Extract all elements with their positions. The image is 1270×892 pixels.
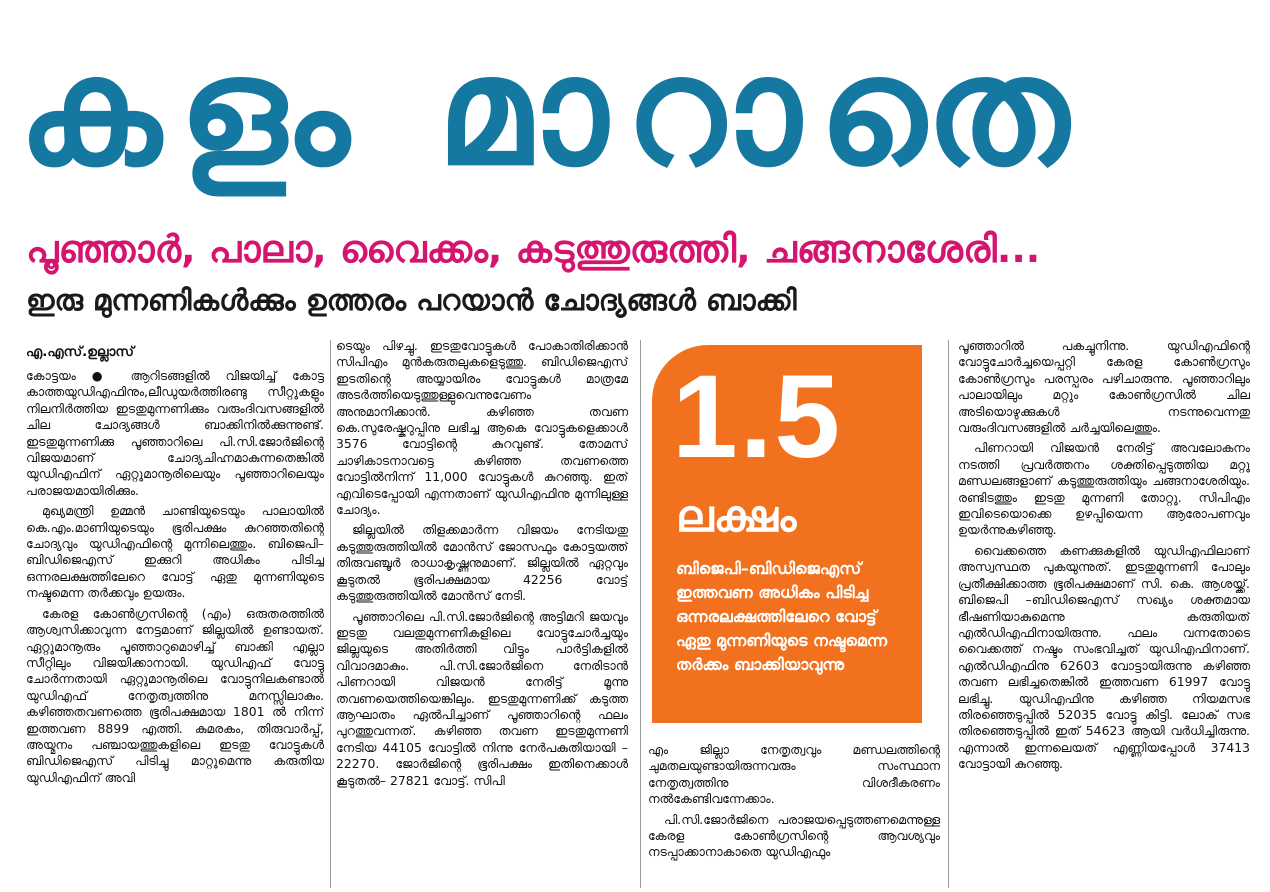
paragraph: പൂഞ്ഞാറിലെ പി.സി.ജോർജിന്റെ അട്ടിമറി ജയവും ഇടതു വലതുമുന്നണികളിലെ വോട്ടുചോർച്ചയും ജില്ലയുടെ അതിർത്തി വിട്ടും പാർട്ടികളിൽ വിവാദമാകും. പി.സി.ജോർജിനെ നേരിടാൻ പിണറായി വിജയൻ നേരിട്ട് മൂന്നു തവണയെത്തിയെങ്കിലും. ഇടതുമുന്നണിക്ക് കടുത്ത ആഘാതം ഏൽപിച്ചാണ് പൂഞ്ഞാറിന്റെ ഫലം പുറത്തുവന്നത്. കഴിഞ്ഞ തവണ ഇടതുമുന്നണി നേടിയ 44105 വോട്ടിൽ നിന്നു നേർപകുതിയായി – 22270. ജോർജിന്റെ ഭൂരിപക്ഷം ഇതിനെക്കാൾ കൂടുതൽ– 27821 വോട്ട്. സിപി (336, 608, 628, 788)
paragraph: എം ജില്ലാ നേതൃത്വവും മണ്ഡലത്തിന്റെ ചുമതലയുണ്ടായിരുന്നവരും സംസ്ഥാന നേതൃത്വത്തിനു വിശദീകരണം നൽകേണ്ടിവന്നേക്കാം. (648, 742, 940, 807)
column-divider (948, 340, 949, 888)
highlight-box (652, 345, 922, 723)
highlight-text: ബിജെപി–ബിഡിജെഎസ് ഇത്തവണ അധികം പിടിച്ച ഒന്നരലക്ഷത്തിലേറെ വോട്ട് ഏതു മുന്നണിയുടെ നഷ്ടമെന്ന തർക്കം ബാക്കിയാവുന്നു (676, 559, 888, 674)
headline: കളം മാറാതെ (18, 25, 1087, 199)
highlight-number: 1.5 (672, 351, 843, 483)
paragraph: ജില്ലയിൽ തിളക്കമാർന്ന വിജയം നേടിയതു കടുത്തുരുത്തിയിൽ മോൻസ് ജോസഫും കോട്ടയത്ത് തിരുവഞ്ചൂർ രാധാകൃഷ്ണനുമാണ്. ജില്ലയിൽ ഏറ്റവും കൂടുതൽ ഭൂരിപക്ഷമായ 42256 വോട്ട് കടുത്തുരുത്തിയിൽ മോൻസ് നേടി. (336, 522, 628, 604)
column-divider (640, 340, 641, 888)
article-column-2 (336, 338, 628, 890)
paragraph: പിണറായി വിജയൻ നേരിട്ട് അവലോകനം നടത്തി പ്രവർത്തനം ശക്തിപ്പെടുത്തിയ മറ്റു മണ്ഡലങ്ങളാണ് കടുത്തുരുത്തിയും ചങ്ങനാശേരിയും. രണ്ടിടത്തും ഇടതു മുന്നണി തോറ്റു. സിപിഎം ഇവിടെയൊക്കെ ഉഴപ്പിയെന്ന ആരോപണവും ഉയർന്നുകഴിഞ്ഞു. (958, 440, 1250, 538)
article-column-3 (648, 742, 940, 890)
paragraph: വൈക്കത്തെ കണക്കുകളിൽ യുഡിഎഫിലാണ് അസ്വസ്ഥത പുകയുന്നുത്. ഇടതുമുന്നണി പോലും പ്രതീക്ഷിക്കാത്ത ഭൂരിപക്ഷമാണ് സി. കെ. ആശയ്ക്ക്. ബിജെപി –ബിഡിജെഎസ് സഖ്യം ശക്തമായ ഭീഷണിയാകുമെന്നു കരുതിയത് എൽഡിഎഫിനായിരുന്നു. ഫലം വന്നതോടെ വൈക്കത്ത് നഷ്ടം സംഭവിച്ചത് യുഡിഎഫിനാണ്. എൽഡിഎഫിനു 62603 വോട്ടായിരുന്നു കഴിഞ്ഞ തവണ ലഭിച്ചതെങ്കിൽ ഇത്തവണ 61997 വോട്ടു ലഭിച്ചു. യുഡിഎഫിനു കഴിഞ്ഞ നിയമസഭ തിരഞ്ഞെടുപ്പിൽ 52035 വോട്ടു കിട്ടി. ലോക് സഭ തിരഞ്ഞെടുപ്പിൽ ഇത് 54623 ആയി വർധിച്ചിരുന്നു. എന്നാൽ ഇന്നലെയത് എണ്ണിയപ്പോൾ 37413 വോട്ടായി കുറഞ്ഞു. (958, 542, 1250, 772)
column-divider (330, 340, 331, 888)
subheadline-question: ഇരു മുന്നണികൾക്കും ഉത്തരം പറയാൻ ചോദ്യങ്ങൾ ബാക്കി (26, 283, 797, 317)
article-column-4 (958, 338, 1250, 890)
highlight-unit: ലക്ഷം (676, 491, 797, 542)
paragraph: മുഖ്യമന്ത്രി ഉമ്മൻ ചാണ്ടിയുടെയും പാലായിൽ കെ.എം.മാണിയുടെയും ഭൂരിപക്ഷം കുറഞ്ഞതിന്റെ ചോദ്യവും യുഡിഎഫിന്റെ മുന്നിലെത്തും. ബിജെപി–ബിഡിജെഎസ് ഇക്കുറി അധികം പിടിച്ച ഒന്നരലക്ഷത്തിലേറെ വോട്ട് ഏതു മുന്നണിയുടെ നഷ്ടമെന്ന തർക്കവും ഉയരും. (26, 503, 324, 601)
paragraph: കോട്ടയം ● ആറിടങ്ങളിൽ വിജയിച്ച് കോട്ട കാത്തയുഡിഎഫിനും,ലീഡുയർത്തിരണ്ടു സീറ്റുകളും നിലനിർത്തിയ ഇടതുമുന്നണിക്കും വരുംദിവസങ്ങളിൽ ചില ചോദ്യങ്ങൾ ബാക്കിനിൽക്കുന്നുണ്ട്. ഇടതുമുന്നണിക്കു പൂഞ്ഞാറിലെ പി.സി.ജോർജിന്റെ വിജയമാണ് ചോദ്യചിഹ്നമാകുന്നതെങ്കിൽ യുഡിഎഫിന് ഏറ്റുമാനൂരിലെയും പൂഞ്ഞാറിലെയും പരാജയമായിരിക്കും. (26, 368, 324, 498)
paragraph: പൂഞ്ഞാറിൽ പകച്ചുനിന്നു. യുഡിഎഫിന്റെ വോട്ടുചോർച്ചയെപ്പറ്റി കേരള കോൺഗ്രസും കോൺഗ്രസും പരസ്പരം പഴിചാരുന്നു. പൂഞ്ഞാറിലും പാലായിലും മറ്റും കോൺഗ്രസിൽ ചില അടിയൊഴുക്കുകൾ നടന്നുവെന്നതു വരുംദിവസങ്ങളിൽ ചർച്ചയിലെത്തും. (958, 338, 1250, 436)
paragraph: കേരള കോൺഗ്രസിന്റെ (എം) ഒരുതരത്തിൽ ആശ്വസിക്കാവുന്ന നേട്ടമാണ് ജില്ലയിൽ ഉണ്ടായത്. ഏറ്റുമാനൂരും പൂഞ്ഞാറുമൊഴിച്ച് ബാക്കി എല്ലാ സീറ്റിലും വിജയിക്കാനായി. യുഡിഎഫ് വോട്ടു ചോർന്നതായി ഏറ്റുമാനൂരിലെ വോട്ടുനിലകണ്ടാൽ യുഡിഎഫ് നേതൃത്വത്തിനു മനസ്സിലാകും. കഴിഞ്ഞതവണത്തെ ഭൂരിപക്ഷമായ 1801 ൽ നിന്ന് ഇത്തവണ 8899 എത്തി. കുമരകം, തിരുവാർപ്പ്, അയ്മനം പഞ്ചായത്തുകളിലെ ഇടതു വോട്ടുകൾ ബിഡിജെഎസ് പിടിച്ചു മാറ്റുമെന്നു കരുതിയ യുഡിഎഫിന് അവി (26, 605, 324, 785)
byline: എ.എസ്.ഉല്ലാസ് (26, 344, 134, 360)
subheadline-places: പൂഞ്ഞാർ, പാലാ, വൈക്കം, കടുത്തുരുത്തി, ചങ്ങനാശേരി... (26, 227, 1041, 271)
paragraph: പി.സി.ജോർജിനെ പരാജയപ്പെടുത്തണമെന്നുള്ള കേരള കോൺഗ്രസിന്റെ ആവശ്യവും നടപ്പാക്കാനാകാതെ യുഡിഎഫും (648, 811, 940, 860)
paragraph: ടെയും പിഴച്ചു. ഇടതുവോട്ടുകൾ പോകാതിരിക്കാൻ സിപിഎം മുൻകരുതലുകളെടുത്തു. ബിഡിജെഎസ് ഇടതിന്റെ അയ്യായിരം വോട്ടുകൾ മാത്രമേ അടർത്തിയെടുത്തുള്ളുവെന്നുവേണം അനുമാനിക്കാൻ. കഴിഞ്ഞ തവണ കെ.സുരേഷ്കുറുപ്പിനു ലഭിച്ച ആകെ വോട്ടുകളെക്കാൾ 3576 വോട്ടിന്റെ കുറവുണ്ട്. തോമസ് ചാഴികാടനാവട്ടെ കഴിഞ്ഞ തവണത്തെ വോട്ടിൽനിന്ന് 11,000 വോട്ടുകൾ കുറഞ്ഞു. ഇത് എവിടെപ്പോയി എന്നതാണ് യുഡിഎഫിനു മുന്നിലുള്ള ചോദ്യം. (336, 338, 628, 518)
article-column-1 (26, 342, 324, 890)
